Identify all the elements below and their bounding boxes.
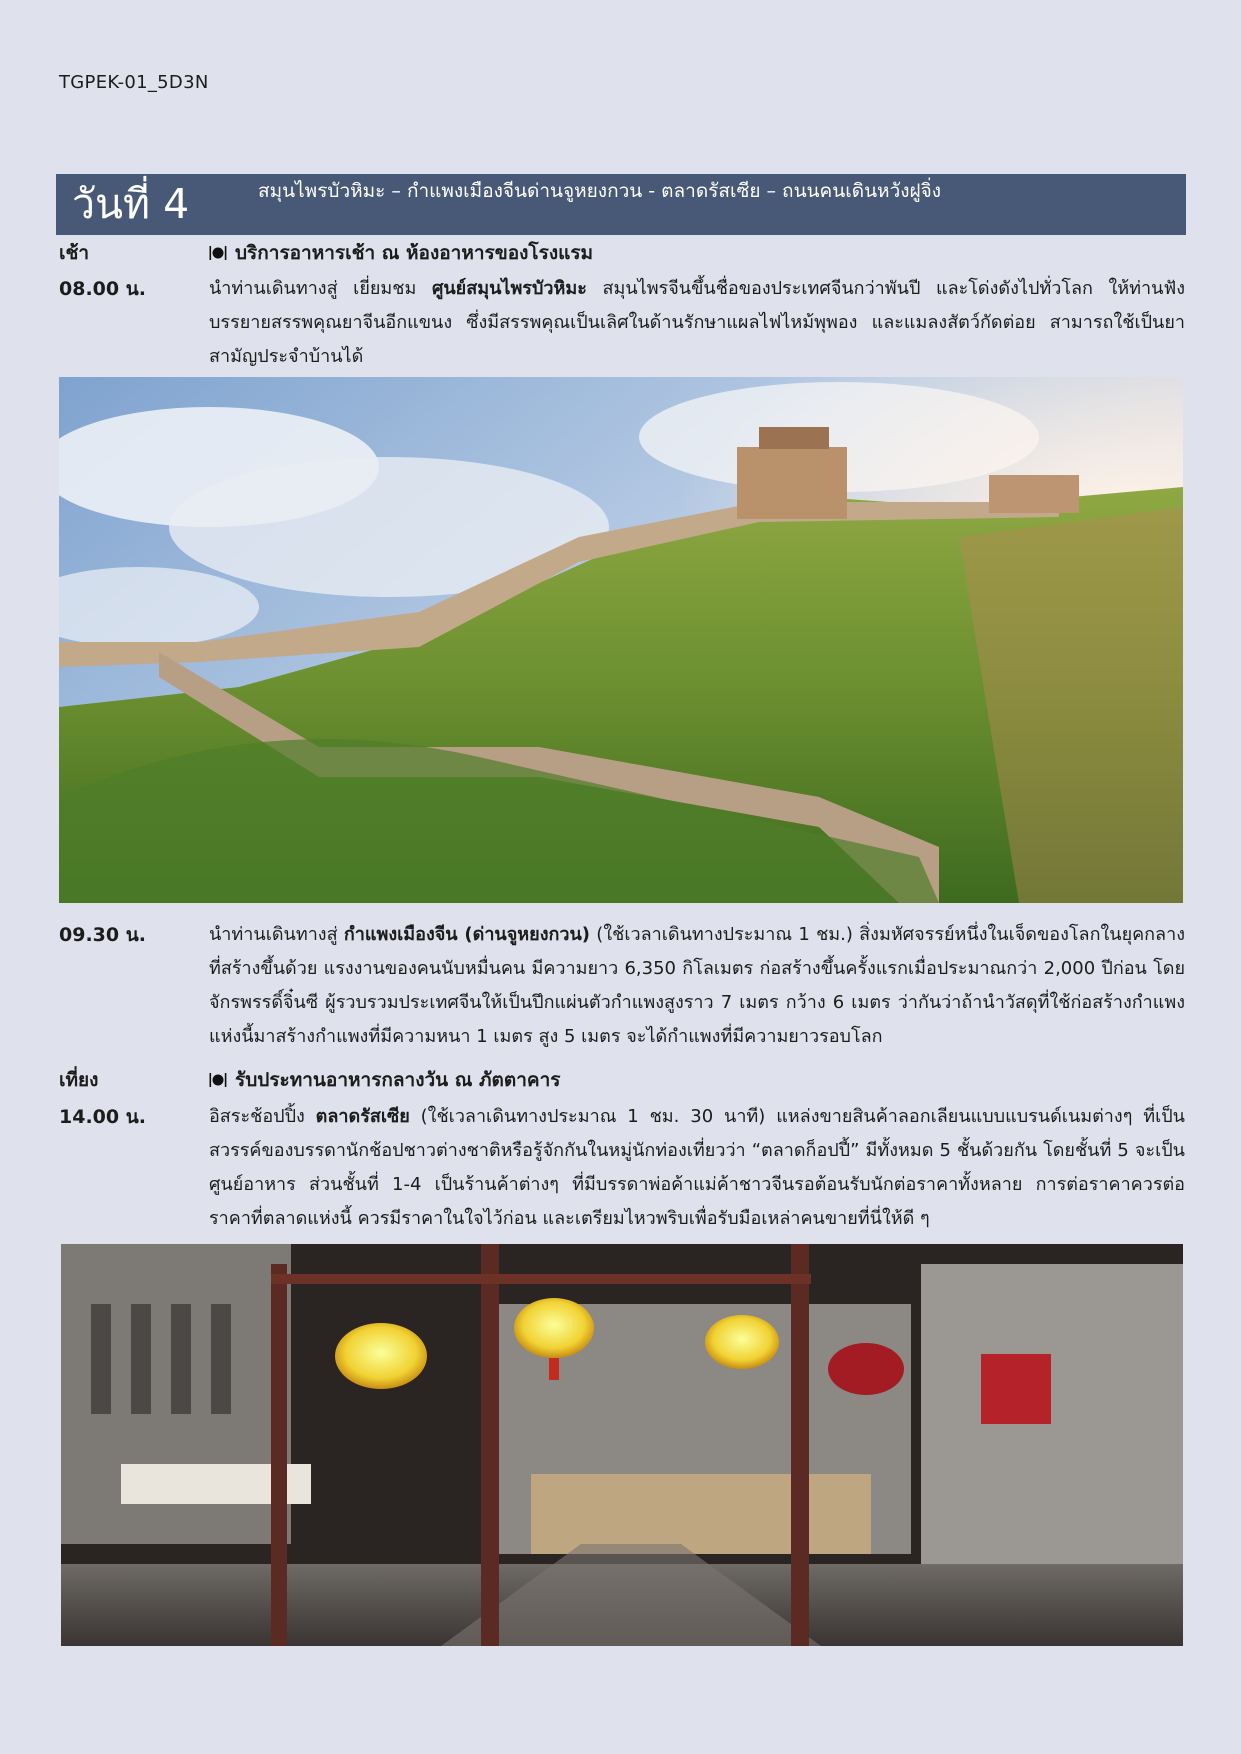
market-street-photo — [61, 1244, 1183, 1646]
day-label: วันที่ 4 — [72, 180, 190, 228]
place-name: กำแพงเมืองจีน (ด่านจูหยงกวน) — [343, 924, 591, 945]
activity-text — [209, 918, 1185, 1054]
time-label: 09.30 น. — [59, 924, 146, 946]
place-name: ตลาดรัสเซีย — [315, 1106, 410, 1127]
meal-text: บริการอาหารเช้า ณ ห้องอาหารของโรงแรม — [235, 242, 594, 264]
place-name: ศูนย์สมุนไพรบัวหิมะ — [431, 278, 587, 299]
activity-text — [209, 1100, 1185, 1236]
dining-icon — [209, 244, 227, 262]
document-code: TGPEK-01_5D3N — [59, 72, 209, 93]
activity-text — [209, 272, 1185, 374]
great-wall-photo — [59, 377, 1183, 903]
time-label: 08.00 น. — [59, 278, 146, 300]
meal-line — [209, 238, 1185, 268]
activity-text-part: (ใช้เวลาเดินทางประมาณ 1 ชม. 30 นาที) แหล่งขายสินค้าลอกเลียนแบบแบรนด์เนมต่างๆ ที่เป็นสวรรค์ของบรรดานักช้อปชาวต่างชาติหรือรู้จักกันในหมู่นักท่องเที่ยวว่า “ตลาดก็อปปี้” มีทั้งหมด 5 ชั้นด้วยกัน โดยชั้นที่ 5 จะเป็นศูนย์อาหาร ส่วนชั้นที่ 1-4 เป็นร้านค้าต่างๆ ที่มีบรรดาพ่อค้าแม่ค้าชาวจีนรอต้อนรับนักต่อราคาทั้งหลาย การต่อราคาควรต่อราคาที่ตลาดแห่งนี้ ควรมีราคาในใจไว้ก่อน และเตรียมไหวพริบเพื่อรับมือเหล่าคนขายที่นี่ให้ดี ๆ — [209, 1106, 1185, 1229]
activity-text-part: สมุนไพรจีนขึ้นชื่อของประเทศจีนกว่าพันปี และโด่งดังไปทั่วโลก ให้ท่านฟังบรรยายสรรพคุณยาจีนอีกแขนง ซึ่งมีสรรพคุณเป็นเลิศในด้านรักษาแผลไฟไหม้พุพอง และแมลงสัตว์กัดต่อย สามารถใช้เป็นยาสามัญประจำบ้านได้ — [209, 278, 1185, 367]
day-subtitle: สมุนไพรบัวหิมะ – กำแพงเมืองจีนด่านจูหยงกวน - ตลาดรัสเซีย – ถนนคนเดินหวังฝูจิ่ง — [258, 180, 942, 202]
activity-text-part: นำท่านเดินทางสู่ — [209, 924, 344, 945]
activity-text-part: อิสระช้อปปิ้ง — [209, 1106, 316, 1127]
dining-icon — [209, 1071, 227, 1089]
day-banner — [56, 174, 1186, 235]
meal-line — [209, 1065, 1185, 1095]
activity-text-part: นำท่านเดินทางสู่ เยี่ยมชม — [209, 278, 432, 299]
time-label: เช้า — [59, 242, 90, 264]
meal-text: รับประทานอาหารกลางวัน ณ ภัตตาคาร — [235, 1069, 561, 1091]
time-label: เที่ยง — [59, 1069, 99, 1091]
time-label: 14.00 น. — [59, 1106, 146, 1128]
activity-text-part: (ใช้เวลาเดินทางประมาณ 1 ชม.) สิ่งมหัศจรรย์หนึ่งในเจ็ดของโลกในยุคกลาง ที่สร้างขึ้นด้วย แรงงานของคนนับหมื่นคน มีความยาว 6,350 กิโลเมตร ก่อสร้างขึ้นครั้งแรกเมื่อประมาณกว่า 2,000 ปีก่อน โดยจักรพรรดิ์จิ๋นซี ผู้รวบรวมประเทศจีนให้เป็นปึกแผ่นตัวกำแพงสูงราว 7 เมตร กว้าง 6 เมตร ว่ากันว่าถ้านำวัสดุที่ใช้ก่อสร้างกำแพงแห่งนี้มาสร้างกำแพงที่มีความหนา 1 เมตร สูง 5 เมตร จะได้กำแพงที่มีความยาวรอบโลก — [209, 924, 1185, 1047]
